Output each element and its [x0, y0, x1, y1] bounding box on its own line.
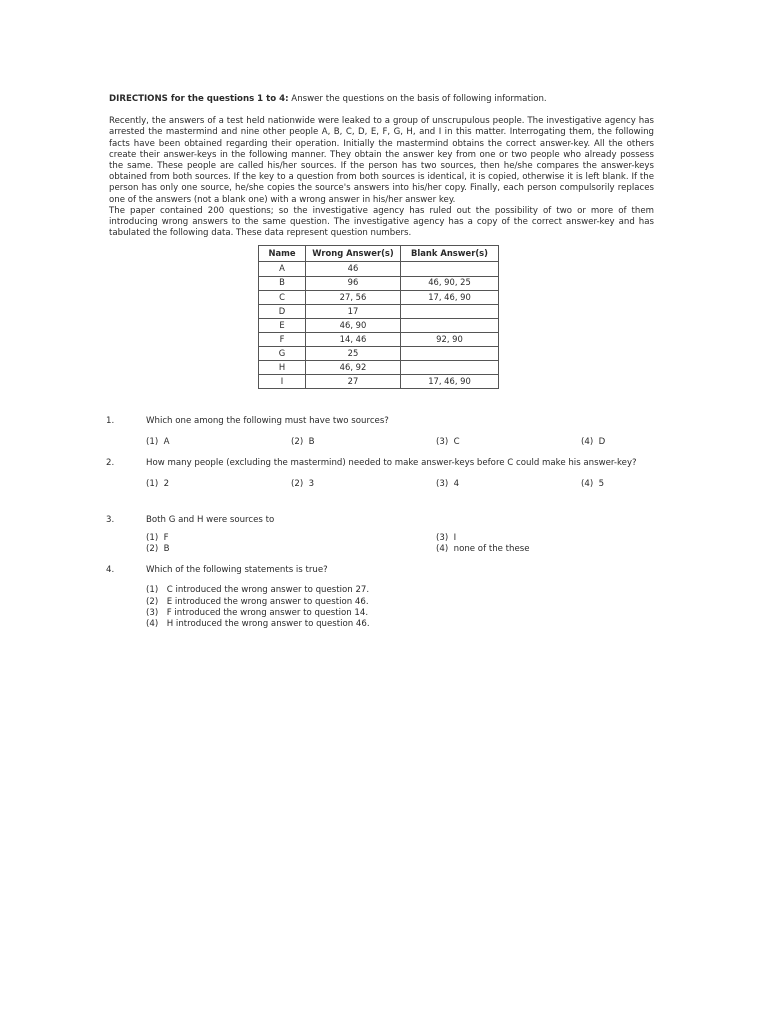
cell-wrong: 27 — [306, 375, 401, 389]
option-1: (1) A — [146, 437, 170, 448]
option-number: (4) — [146, 619, 159, 630]
option-number: (3) — [146, 607, 159, 618]
option-2: (2) B — [146, 544, 170, 555]
cell-name: A — [259, 262, 306, 276]
cell-wrong: 46, 92 — [306, 361, 401, 375]
cell-name: H — [259, 361, 306, 375]
table-row — [259, 262, 499, 276]
question-3 — [106, 515, 654, 565]
question-number: 1. — [106, 416, 115, 427]
table-row — [259, 304, 499, 318]
option-4: (4) D — [581, 437, 606, 448]
document-page — [106, 94, 654, 630]
cell-name: E — [259, 318, 306, 332]
intro-paragraph-2: The paper contained 200 questions; so the investigative agency has ruled out the possibility of two or more of them introducing wrong answers to the same question. The investigative agency has a copy of the correct answer-key and has tabulated the following data. These data represent question numbers. — [109, 205, 654, 239]
options-row — [146, 479, 654, 490]
directions — [109, 94, 654, 105]
options-row — [146, 544, 654, 555]
cell-wrong: 46 — [306, 262, 401, 276]
cell-name: G — [259, 347, 306, 361]
options-row — [146, 533, 654, 544]
option-3: (3) C — [436, 437, 460, 448]
table-row — [259, 290, 499, 304]
cell-blank — [401, 304, 499, 318]
question-number: 4. — [106, 565, 115, 576]
header-name: Name — [259, 246, 306, 262]
question-2 — [106, 458, 654, 515]
option-4 — [146, 619, 654, 630]
question-text: Which one among the following must have two sources? — [146, 416, 389, 427]
question-1 — [106, 416, 654, 455]
cell-blank — [401, 318, 499, 332]
table-row — [259, 332, 499, 346]
cell-wrong: 27, 56 — [306, 290, 401, 304]
question-4 — [106, 565, 654, 630]
question-text: Which of the following statements is true? — [146, 565, 328, 576]
directions-text: Answer the questions on the basis of following information. — [288, 94, 547, 104]
directions-heading: DIRECTIONS for the questions 1 to 4: — [109, 94, 289, 104]
question-text: How many people (excluding the mastermind) needed to make answer-keys before C could make his answer-key? — [146, 458, 637, 469]
option-text: H introduced the wrong answer to question 46. — [166, 619, 370, 630]
option-1: (1) F — [146, 533, 169, 544]
cell-name: C — [259, 290, 306, 304]
option-1: (1) 2 — [146, 479, 170, 490]
cell-wrong: 46, 90 — [306, 318, 401, 332]
option-1 — [146, 585, 654, 596]
cell-blank: 17, 46, 90 — [401, 375, 499, 389]
table-header-row — [259, 246, 499, 262]
option-3: (3) I — [436, 533, 457, 544]
cell-blank — [401, 347, 499, 361]
header-blank: Blank Answer(s) — [401, 246, 499, 262]
cell-name: B — [259, 276, 306, 290]
option-2: (2) B — [291, 437, 315, 448]
option-text: E introduced the wrong answer to question 46. — [166, 596, 369, 607]
option-4: (4) 5 — [581, 479, 605, 490]
option-3 — [146, 608, 654, 619]
cell-blank: 17, 46, 90 — [401, 290, 499, 304]
option-2 — [146, 597, 654, 608]
options-list — [146, 585, 654, 630]
cell-name: I — [259, 375, 306, 389]
option-2: (2) 3 — [291, 479, 315, 490]
option-text: C introduced the wrong answer to question 27. — [166, 585, 370, 596]
cell-wrong: 96 — [306, 276, 401, 290]
header-wrong: Wrong Answer(s) — [306, 246, 401, 262]
cell-blank: 92, 90 — [401, 332, 499, 346]
cell-wrong: 25 — [306, 347, 401, 361]
option-text: F introduced the wrong answer to question 14. — [166, 607, 369, 618]
intro-passage — [109, 116, 654, 239]
table-row — [259, 361, 499, 375]
cell-name: F — [259, 332, 306, 346]
table-row — [259, 347, 499, 361]
question-number: 3. — [106, 515, 115, 526]
option-3: (3) 4 — [436, 479, 460, 490]
table-row — [259, 318, 499, 332]
option-number: (2) — [146, 596, 159, 607]
cell-name: D — [259, 304, 306, 318]
cell-blank — [401, 361, 499, 375]
cell-wrong: 17 — [306, 304, 401, 318]
options-row — [146, 437, 654, 448]
option-4: (4) none of the these — [436, 544, 530, 555]
table-row — [259, 375, 499, 389]
question-number: 2. — [106, 458, 115, 469]
cell-wrong: 14, 46 — [306, 332, 401, 346]
question-text: Both G and H were sources to — [146, 515, 275, 526]
option-number: (1) — [146, 585, 159, 596]
answer-data-table — [258, 245, 499, 389]
table-row — [259, 276, 499, 290]
cell-blank — [401, 262, 499, 276]
intro-paragraph-1: Recently, the answers of a test held nationwide were leaked to a group of unscrupulous people. The investigative agency has arrested the mastermind and nine other people A, B, C, D, E, F, G, H, and I in this matter. Interrogating them, the following facts have been obtained regarding their operation. Initially the mastermind obtains the correct answer-key. All the others create their answer-keys in the following manner. They obtain the answer key from one or two people who already possess the same. These people are called his/her sources. If the person has two sources, then he/she compares the answer-keys obtained from both sources. If the key to a question from both sources is identical, it is copied, otherwise it is left blank. If the person has only one source, he/she copies the source's answers into his/her copy. Finally, each person compulsorily replaces one of the answers (not a blank one) with a wrong answer in his/her answer key. — [109, 116, 654, 205]
questions-section — [106, 416, 654, 630]
cell-blank: 46, 90, 25 — [401, 276, 499, 290]
